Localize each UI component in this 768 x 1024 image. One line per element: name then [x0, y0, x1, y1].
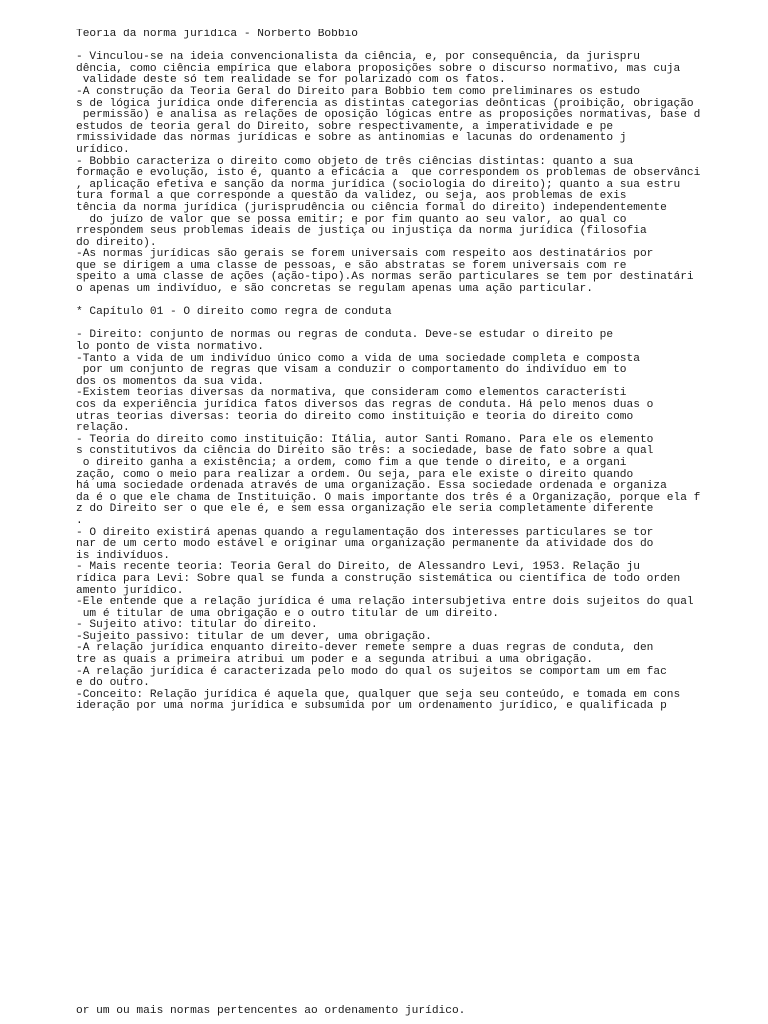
section-chapter-01 [76, 330, 768, 713]
text-line: relação. [76, 422, 130, 435]
document-title: Teoria da norma jurídica - Norberto Bobbio [76, 29, 358, 40]
text-line: z do Direito ser o que ele é, e sem essa organização ele seria completamente diferente [76, 503, 654, 516]
text-line: rídica para Levi: Sobre qual se funda a construção sistemática ou científica de todo orden [76, 572, 681, 585]
text-line: validade deste só tem realidade se for polarizado com os fatos. [76, 74, 506, 87]
text-line: permissão) e analisa as relações de oposição lógicas entre as proposições normativas, base d [76, 109, 701, 122]
text-line: dos os momentos da sua vida. [76, 375, 264, 388]
text-line: , aplicação efetiva e sanção da norma jurídica (sociologia do direito); quanto a sua estru [76, 178, 681, 191]
text-line: -A relação jurídica é caracterizada pelo modo do qual os sujeitos se comportam um em fac [76, 665, 667, 678]
text-line: rmissividade das normas jurídicas e sobre as antinomias e lacunas do ordenamento j [76, 132, 627, 145]
text-line: do juízo de valor que se possa emitir; e por fim quanto ao seu valor, ao qual co [76, 213, 627, 226]
text-line: - Teoria do direito como instituição: Itália, autor Santi Romano. Para ele os elemento [76, 433, 654, 446]
text-line: speito a uma classe de ações (ação-tipo).As normas serão particulares se tem por destinatári [76, 271, 694, 284]
text-line: tência da norma jurídica (jurisprudência ou ciência formal do direito) independentemente [76, 201, 667, 214]
text-line: ideração por uma norma jurídica e subsumida por um ordenamento jurídico, e qualificada p [76, 700, 667, 713]
text-line: s constitutivos da ciência do Direito são três: a sociedade, base de fato sobre a qual [76, 445, 654, 458]
text-line: e do outro. [76, 677, 150, 690]
text-line: nar de um certo modo estável e originar uma organização permanente da atividade dos do [76, 538, 654, 551]
text-line: -Existem teorias diversas da normativa, que consideram como elementos característi [76, 387, 627, 400]
chapter-heading: * Capítulo 01 - O direito como regra de conduta [76, 306, 392, 319]
text-line: - Direito: conjunto de normas ou regras de conduta. Deve-se estudar o direito pe [76, 329, 614, 342]
text-line: urídico. [76, 143, 130, 156]
text-line: o direito ganha a existência; a ordem, como fim a que tende o direito, e a organi [76, 456, 627, 469]
section-intro [76, 52, 768, 295]
text-line: . [76, 514, 83, 527]
footer-text-line: or um ou mais normas pertencentes ao ordenamento jurídico. [76, 1005, 466, 1017]
text-line: da é o que ele chama de Instituição. O mais importante dos três é a Organização, porque ela f [76, 491, 701, 504]
text-line: - O direito existirá apenas quando a regulamentação dos interesses particulares se tor [76, 526, 654, 539]
text-line: - Mais recente teoria: Teoria Geral do Direito, de Alessandro Levi, 1953. Relação ju [76, 561, 640, 574]
text-line: há uma sociedade ordenada através de uma organização. Essa sociedade ordenada e organiza [76, 480, 667, 493]
text-line: um é titular de uma obrigação e o outro titular de um direito. [76, 607, 499, 620]
text-line: -As normas jurídicas são gerais se forem universais com respeito aos destinatários por [76, 248, 654, 261]
text-line: - Bobbio caracteriza o direito como objeto de três ciências distintas: quanto a sua [76, 155, 634, 168]
text-line: o apenas um indivíduo, e são concretas se regulam apenas uma ação particular. [76, 283, 593, 296]
text-line: que se dirigem a uma classe de pessoas, e são abstratas se forem universais com re [76, 259, 627, 272]
text-line: zação, como o meio para realizar a ordem. Ou seja, para ele existe o direito quando [76, 468, 634, 481]
text-line: estudos de teoria geral do Direito, sobre respectivamente, a imperatividade e pe [76, 120, 614, 133]
text-line: rrespondem seus problemas ideais de justiça ou injustiça da norma jurídica (filosofia [76, 225, 647, 238]
text-line: -Conceito: Relação jurídica é aquela que, qualquer que seja seu conteúdo, e tomada em cons [76, 688, 681, 701]
text-line: - Sujeito ativo: titular do direito. [76, 619, 318, 632]
document-page [76, 29, 768, 1019]
text-line: -Sujeito passivo: titular de um dever, uma obrigação. [76, 630, 432, 643]
text-line: cos da experiência jurídica fatos diversos das regras de conduta. Há pelo menos duas o [76, 399, 654, 411]
text-line: dência, como ciência empírica que elabora proposições sobre o discurso normativo, mas cuja [76, 62, 681, 75]
text-line: - Vinculou-se na ideia convencionalista da ciência, e, por consequência, da jurispru [76, 51, 640, 64]
text-line: formação e evolução, isto é, quanto a eficácia a que correspondem os problemas de observânci [76, 167, 701, 180]
text-line: -A construção da Teoria Geral do Direito para Bobbio tem como preliminares os estudo [76, 85, 640, 98]
text-line: do direito). [76, 236, 157, 249]
text-line: -A relação jurídica enquanto direito-dever remete sempre a duas regras de conduta, den [76, 642, 654, 655]
text-line: utras teorias diversas: teoria do direito como instituição e teoria do direito como [76, 410, 634, 423]
text-line: -Ele entende que a relação jurídica é uma relação intersubjetiva entre dois sujeitos do qual [76, 596, 694, 609]
text-line: tura formal a que corresponde a questão da validez, ou seja, aos problemas de exis [76, 190, 627, 203]
text-line: s de lógica jurídica onde diferencia as distintas categorias deônticas (proibição, obrigação [76, 97, 694, 110]
text-line: tre as quais a primeira atribui um poder e a segunda atribui a uma obrigação. [76, 654, 593, 667]
text-line: por um conjunto de regras que visam a conduzir o comportamento do indivíduo em to [76, 364, 627, 377]
text-line: -Tanto a vida de um indivíduo único como a vida de uma sociedade completa e composta [76, 352, 640, 365]
text-line: amento jurídico. [76, 584, 184, 597]
text-line: is indivíduos. [76, 549, 170, 562]
text-line: lo ponto de vista normativo. [76, 341, 264, 354]
